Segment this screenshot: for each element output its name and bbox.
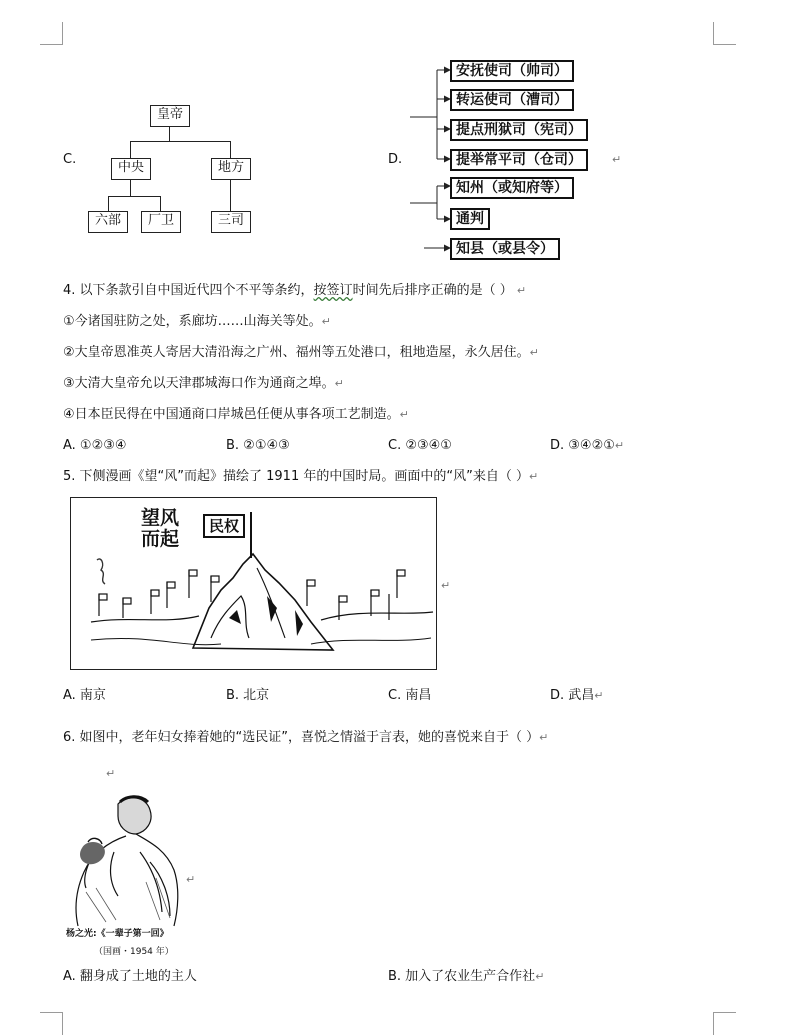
connector: [230, 180, 231, 211]
cartoon-title-line2: 而起: [141, 528, 180, 550]
cartoon-flag: 民权: [203, 514, 245, 538]
q4-item-text: ④日本臣民得在中国通商口岸城邑任便从事各项工艺制造。: [63, 407, 400, 422]
q4-option-a[interactable]: A. ①②③④: [63, 438, 127, 453]
return-mark: ↵: [529, 346, 539, 359]
connector: [108, 196, 161, 197]
q4-option-b[interactable]: B. ②①④③: [226, 438, 290, 453]
q4-stem: [63, 283, 526, 299]
connector: [169, 127, 170, 141]
q5-option-c[interactable]: C. 南昌: [388, 688, 432, 703]
return-mark: ↵: [334, 377, 344, 390]
connector: [130, 180, 131, 196]
connector: [160, 196, 161, 211]
return-mark: ↵: [516, 284, 527, 297]
return-mark: ↵: [539, 731, 549, 744]
q4-option-c[interactable]: C. ②③④①: [388, 438, 452, 453]
return-mark: ↵: [528, 470, 539, 483]
q4-item-1: [63, 314, 331, 330]
return-mark: ↵: [399, 408, 409, 421]
option-d-label: D.: [388, 152, 403, 167]
cartoon-drawing: [71, 498, 436, 669]
box-emperor: 皇帝: [150, 105, 190, 127]
crop-mark-bottom-right: [713, 1012, 736, 1035]
q5-stem-text: 5. 下侧漫画《望“风”而起》描绘了 1911 年的中国时局。画面中的“风”来自（ ）: [63, 469, 529, 484]
q4-option-d[interactable]: D. ③④②①: [550, 438, 615, 453]
painting-drawing: [66, 792, 188, 932]
q4-item-text: ②大皇帝恩准英人寄居大清沿海之广州、福州等五处港口，租地造屋，永久居住。: [63, 345, 530, 360]
q6-option-b[interactable]: B. 加入了农业生产合作社: [388, 969, 536, 984]
box-county-magistrate: 知县（或县令）: [450, 238, 560, 260]
connector: [130, 141, 131, 158]
crop-mark-top-left: [40, 22, 63, 45]
box-judicial-office: 提点刑狱司（宪司）: [450, 119, 588, 141]
q4-item-2: [63, 345, 539, 361]
q6-option-b-wrap: [388, 969, 544, 985]
return-mark: ↵: [614, 439, 625, 452]
q5-option-a[interactable]: A. 南京: [63, 688, 106, 703]
return-mark: ↵: [594, 689, 604, 702]
connector: [230, 141, 231, 158]
box-three-offices: 三司: [211, 211, 251, 233]
q4-item-3: [63, 376, 344, 392]
q4-stem-pre: 4. 以下条款引自中国近代四个不平等条约，: [63, 283, 314, 298]
q6-stem-text: 6. 如图中，老年妇女捧着她的“选民证”，喜悦之情溢于言表，她的喜悦来自于（ ）: [63, 730, 540, 745]
painting-caption-line2: （国画・1954 年）: [94, 947, 174, 957]
q5-option-d[interactable]: D. 武昌: [550, 688, 595, 703]
box-vice-prefect: 通判: [450, 208, 490, 230]
return-mark: ↵: [106, 767, 116, 780]
painting-caption-line1: 杨之光:《一辈子第一回》: [66, 929, 169, 939]
q4-item-4: [63, 407, 409, 423]
q6-option-a[interactable]: A. 翻身成了土地的主人: [63, 969, 197, 984]
box-transport-office: 转运使司（漕司）: [450, 89, 574, 111]
box-pacification-office: 安抚使司（帅司）: [450, 60, 574, 82]
option-c-label: C.: [63, 152, 77, 167]
box-six-ministries: 六部: [88, 211, 128, 233]
return-mark: ↵: [186, 873, 196, 886]
q6-stem: [63, 730, 548, 746]
connector: [130, 141, 231, 142]
return-mark: ↵: [612, 153, 622, 166]
q5-stem: [63, 469, 538, 485]
crop-mark-bottom-left: [40, 1012, 63, 1035]
cartoon-image: [70, 497, 437, 670]
q5-option-d-wrap: [550, 688, 604, 704]
q4-stem-post: 时间先后排序正确的是（ ）: [352, 283, 513, 298]
box-prefect: 知州（或知府等）: [450, 177, 574, 199]
painting-image: [66, 792, 188, 932]
box-local: 地方: [211, 158, 251, 180]
q5-option-b[interactable]: B. 北京: [226, 688, 270, 703]
box-central: 中央: [111, 158, 151, 180]
crop-mark-top-right: [713, 22, 736, 45]
cartoon-title-line1: 望风: [141, 507, 180, 529]
box-factory-guard: 厂卫: [141, 211, 181, 233]
cartoon-title: [141, 508, 179, 550]
q4-item-text: ③大清大皇帝允以天津郡城海口作为通商之埠。: [63, 376, 335, 391]
connector: [108, 196, 109, 211]
return-mark: ↵: [321, 315, 331, 328]
return-mark: ↵: [441, 579, 451, 592]
return-mark: ↵: [535, 970, 545, 983]
q4-option-d-wrap: [550, 438, 624, 454]
q4-item-text: ①今诸国驻防之处，系廊坊……山海关等处。: [63, 314, 322, 329]
q4-stem-wavy: 按签订: [313, 283, 353, 298]
box-granary-office: 提举常平司（仓司）: [450, 149, 588, 171]
